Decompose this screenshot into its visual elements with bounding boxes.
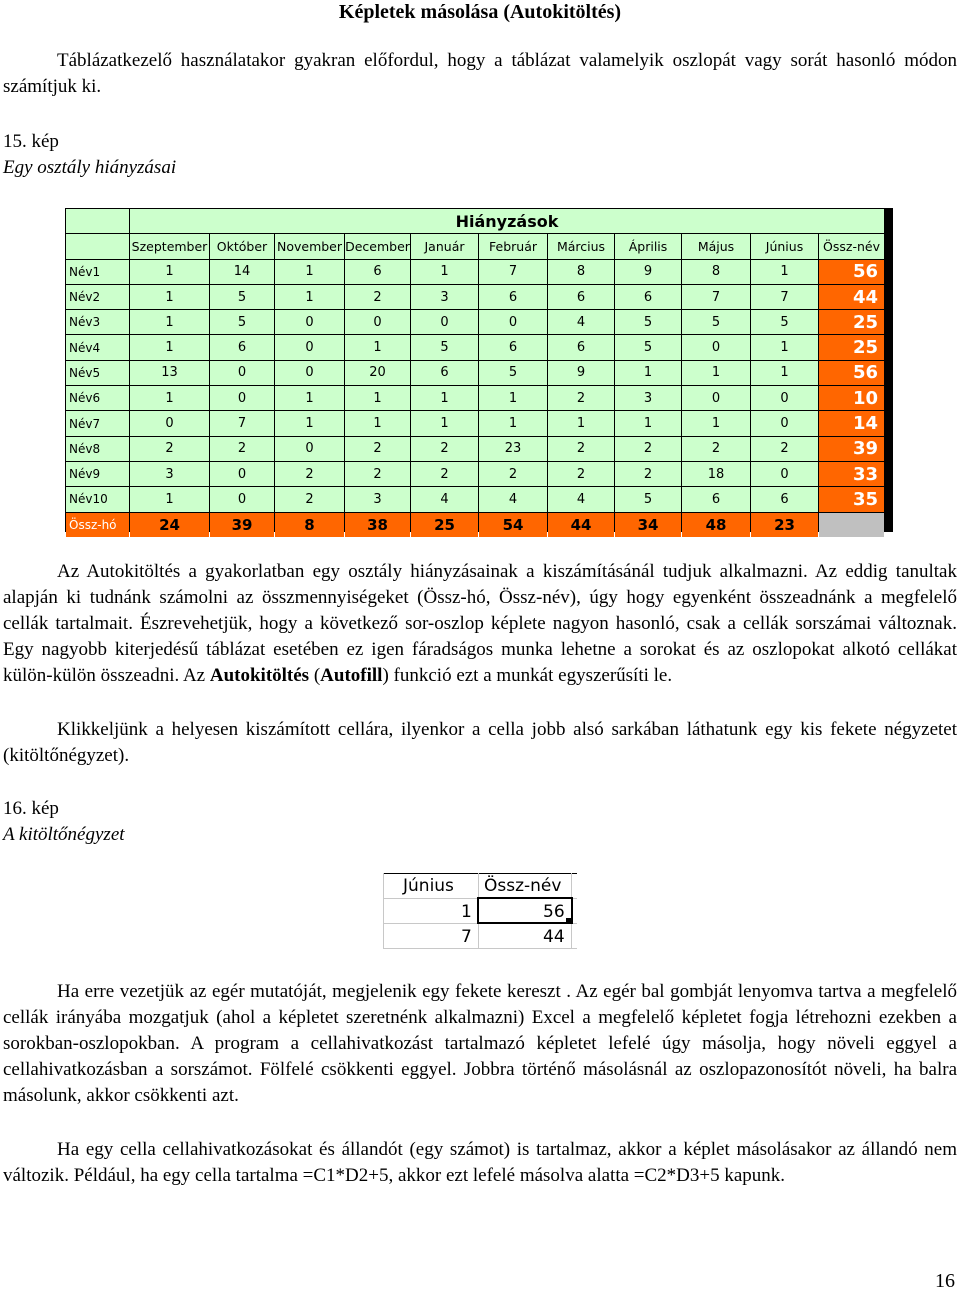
value-cell: 0 xyxy=(345,310,410,334)
value-cell: 4 xyxy=(548,310,614,334)
value-cell: 5 xyxy=(210,310,274,334)
value-cell: 1 xyxy=(751,260,818,284)
table-row xyxy=(66,285,884,309)
row-total-cell: 10 xyxy=(819,386,884,410)
column-header: Október xyxy=(210,234,274,258)
value-cell: 20 xyxy=(345,361,410,385)
value-cell: 1 xyxy=(411,260,478,284)
value-cell: 1 xyxy=(751,361,818,385)
value-cell: 9 xyxy=(615,260,681,284)
value-cell: 1 xyxy=(130,260,209,284)
page-number: 16 xyxy=(935,1270,955,1292)
value-cell: 3 xyxy=(411,285,478,309)
value-cell: 2 xyxy=(548,437,614,461)
absences-table xyxy=(65,208,885,538)
value-cell: 6 xyxy=(210,335,274,359)
fill-handle-icon[interactable] xyxy=(566,918,572,924)
table-row xyxy=(66,310,884,334)
value-cell: 1 xyxy=(130,310,209,334)
value-cell: 1 xyxy=(548,411,614,435)
month-total-cell: 54 xyxy=(479,513,547,537)
value-cell: 6 xyxy=(682,487,750,511)
value-cell: 1 xyxy=(615,361,681,385)
value-cell: 2 xyxy=(210,437,274,461)
value-cell: 1 xyxy=(615,411,681,435)
month-total-cell: 48 xyxy=(682,513,750,537)
value-cell: 0 xyxy=(210,361,274,385)
table-row xyxy=(66,462,884,486)
value-cell: 6 xyxy=(479,335,547,359)
june-cell-2: 7 xyxy=(461,927,472,947)
value-cell: 6 xyxy=(411,361,478,385)
value-cell: 2 xyxy=(345,462,410,486)
value-cell: 4 xyxy=(479,487,547,511)
value-cell: 2 xyxy=(615,462,681,486)
row-total-cell: 14 xyxy=(819,411,884,435)
value-cell: 5 xyxy=(751,310,818,334)
value-cell: 18 xyxy=(682,462,750,486)
value-cell: 2 xyxy=(682,437,750,461)
value-cell: 2 xyxy=(345,437,410,461)
value-cell: 1 xyxy=(130,386,209,410)
month-total-cell: 25 xyxy=(411,513,478,537)
value-cell: 5 xyxy=(411,335,478,359)
value-cell: 3 xyxy=(345,487,410,511)
value-cell: 1 xyxy=(275,411,344,435)
value-cell: 1 xyxy=(130,487,209,511)
value-cell: 0 xyxy=(275,335,344,359)
value-cell: 1 xyxy=(345,335,410,359)
column-header: Március xyxy=(548,234,614,258)
row-total-cell: 25 xyxy=(819,310,884,334)
value-cell: 5 xyxy=(682,310,750,334)
intro-paragraph: Táblázatkezelő használatakor gyakran előfordul, hogy a táblázat valamelyik oszlopát vagy sorát hasonló módon számítjuk ki. xyxy=(3,50,957,97)
month-total-cell: 38 xyxy=(345,513,410,537)
value-cell: 1 xyxy=(411,411,478,435)
june-header: Június xyxy=(403,876,454,896)
value-cell: 1 xyxy=(751,335,818,359)
row-name: Név4 xyxy=(66,335,129,359)
value-cell: 6 xyxy=(479,285,547,309)
column-header: Május xyxy=(682,234,750,258)
table-row xyxy=(66,260,884,284)
value-cell: 0 xyxy=(751,462,818,486)
value-cell: 1 xyxy=(682,361,750,385)
value-cell: 7 xyxy=(210,411,274,435)
row-name: Név7 xyxy=(66,411,129,435)
body-paragraph-constant: Ha egy cella cellahivatkozásokat és állandót (egy számot) is tartalmaz, akkor a képlet másolásakor az állandó nem változik. Például, ha egy cella tartalma =C1*D2+5, akkor ezt lefelé másolva alatta =C2*D3+5 kapunk. xyxy=(3,1139,957,1186)
value-cell: 1 xyxy=(130,335,209,359)
body-paragraph-autokitoltes xyxy=(3,559,957,689)
row-name: Név3 xyxy=(66,310,129,334)
sheet-title: Hiányzások xyxy=(130,209,884,233)
column-header: December xyxy=(345,234,410,258)
value-cell: 7 xyxy=(479,260,547,284)
total-row xyxy=(66,513,884,537)
paragraph2-paren: ( xyxy=(309,665,321,686)
value-cell: 4 xyxy=(548,487,614,511)
paragraph2-text: Az Autokitöltés a gyakorlatban egy osztály hiányzásainak a kiszámításánál tudjuk alkalmazni. Az eddig tanultak alapján ki tudnánk számolni az összmennyiségeket (Össz-hó, Össz-név), úgy hogy egyenként összeadnánk a megfelelő cellák tartalmait. Észrevehetjük, hogy a következő sor-oszlop képlete nagyon hasonló, csak a cellák sorszámai változnak. Egy nagyobb kiterjedésű táblázat esetében ez igen fáradságos munka lehetne a sorokat és az oszlopokat alkotó cellákat külön-külön összeadni. Az xyxy=(3,561,957,686)
figure2-number: 16. kép xyxy=(3,798,59,819)
row-total-cell: 56 xyxy=(819,361,884,385)
value-cell: 1 xyxy=(345,386,410,410)
value-cell: 2 xyxy=(548,386,614,410)
total-row-name: Össz-hó xyxy=(66,513,129,537)
value-cell: 1 xyxy=(479,386,547,410)
value-cell: 13 xyxy=(130,361,209,385)
value-cell: 5 xyxy=(615,335,681,359)
column-header: Június xyxy=(751,234,818,258)
value-cell: 3 xyxy=(130,462,209,486)
value-cell: 2 xyxy=(615,437,681,461)
value-cell: 9 xyxy=(548,361,614,385)
value-cell: 2 xyxy=(411,437,478,461)
value-cell: 1 xyxy=(275,285,344,309)
value-cell: 0 xyxy=(275,361,344,385)
value-cell: 6 xyxy=(751,487,818,511)
row-name: Név6 xyxy=(66,386,129,410)
column-header: Február xyxy=(479,234,547,258)
value-cell: 0 xyxy=(210,386,274,410)
table-row xyxy=(66,386,884,410)
month-total-cell: 23 xyxy=(751,513,818,537)
table-row xyxy=(66,487,884,511)
row-name: Név8 xyxy=(66,437,129,461)
value-cell: 0 xyxy=(275,310,344,334)
value-cell: 2 xyxy=(275,487,344,511)
value-cell: 2 xyxy=(548,462,614,486)
row-total-cell: 39 xyxy=(819,437,884,461)
value-cell: 8 xyxy=(682,260,750,284)
column-header: Április xyxy=(615,234,681,258)
page-title: Képletek másolása (Autokitöltés) xyxy=(338,1,622,23)
ossz-nev-header: Össz-név xyxy=(484,876,562,896)
value-cell: 5 xyxy=(479,361,547,385)
row-total-cell: 25 xyxy=(819,335,884,359)
value-cell: 14 xyxy=(210,260,274,284)
value-cell: 1 xyxy=(130,285,209,309)
row-name: Név10 xyxy=(66,487,129,511)
ossz-nev-cell-1: 56 xyxy=(543,902,565,922)
value-cell: 0 xyxy=(130,411,209,435)
paragraph2-end: ) funkció ezt a munkát egyszerűsíti le. xyxy=(382,665,673,686)
figure1-caption: Egy osztály hiányzásai xyxy=(3,157,177,178)
table-row xyxy=(66,335,884,359)
value-cell: 2 xyxy=(479,462,547,486)
row-name: Név2 xyxy=(66,285,129,309)
grand-total-empty-cell xyxy=(819,513,884,537)
value-cell: 2 xyxy=(751,437,818,461)
table-row xyxy=(66,411,884,435)
table-row xyxy=(66,361,884,385)
value-cell: 2 xyxy=(411,462,478,486)
value-cell: 1 xyxy=(411,386,478,410)
value-cell: 1 xyxy=(479,411,547,435)
value-cell: 3 xyxy=(615,386,681,410)
fill-handle-figure xyxy=(383,873,577,949)
body-paragraph-cursor: Ha erre vezetjük az egér mutatóját, megjelenik egy fekete kereszt . Az egér bal gombját lenyomva tartva a megfelelő cellák irányába mozgatjuk (ahol a képletet szeretnénk alkalmazni) Excel a megfelelő képletet fogja létrehozni ezekben a sorokban-oszlopokban. A program a cellahivatkozást tartalmazó képletet lefelé úgy másolja, hogy növeli eggyel a cellahivatkozásban a sorszámot. Fölfelé csökkenti eggyel. Jobbra történő másolásnál az oszlopazonosítót növeli, ha balra másolunk, akkor csökkenti azt. xyxy=(3,981,957,1106)
value-cell: 8 xyxy=(548,260,614,284)
value-cell: 1 xyxy=(345,411,410,435)
header-empty-cell xyxy=(66,234,129,258)
value-cell: 5 xyxy=(615,487,681,511)
value-cell: 23 xyxy=(479,437,547,461)
selected-cell-border[interactable] xyxy=(477,897,573,924)
value-cell: 6 xyxy=(345,260,410,284)
column-header: Január xyxy=(411,234,478,258)
value-cell: 0 xyxy=(275,437,344,461)
value-cell: 0 xyxy=(210,487,274,511)
sheet-corner-cell xyxy=(66,209,129,233)
figure1-number: 15. kép xyxy=(3,131,59,152)
value-cell: 0 xyxy=(751,411,818,435)
body-paragraph-click: Klikkeljünk a helyesen kiszámított cellára, ilyenkor a cella jobb alsó sarkában láthatunk egy kis fekete négyzetet (kitöltőnégyzet). xyxy=(3,719,957,766)
value-cell: 4 xyxy=(411,487,478,511)
column-header: Szeptember xyxy=(130,234,209,258)
row-name: Név9 xyxy=(66,462,129,486)
value-cell: 7 xyxy=(751,285,818,309)
absences-spreadsheet xyxy=(65,208,893,532)
value-cell: 2 xyxy=(130,437,209,461)
value-cell: 2 xyxy=(275,462,344,486)
row-total-cell: 56 xyxy=(819,260,884,284)
month-total-cell: 34 xyxy=(615,513,681,537)
value-cell: 0 xyxy=(682,335,750,359)
value-cell: 2 xyxy=(345,285,410,309)
header-row xyxy=(66,234,884,258)
value-cell: 6 xyxy=(548,335,614,359)
value-cell: 5 xyxy=(210,285,274,309)
value-cell: 0 xyxy=(479,310,547,334)
value-cell: 1 xyxy=(275,260,344,284)
month-total-cell: 8 xyxy=(275,513,344,537)
value-cell: 1 xyxy=(275,386,344,410)
value-cell: 6 xyxy=(615,285,681,309)
table-row xyxy=(66,437,884,461)
value-cell: 1 xyxy=(682,411,750,435)
value-cell: 6 xyxy=(548,285,614,309)
value-cell: 5 xyxy=(615,310,681,334)
autofill-term: Autofill xyxy=(320,665,383,686)
ossz-nev-cell-2: 44 xyxy=(543,927,565,947)
row-name: Név5 xyxy=(66,361,129,385)
june-cell-1: 1 xyxy=(461,902,472,922)
value-cell: 0 xyxy=(210,462,274,486)
month-total-cell: 24 xyxy=(130,513,209,537)
row-total-cell: 35 xyxy=(819,487,884,511)
row-name: Név1 xyxy=(66,260,129,284)
row-total-cell: 33 xyxy=(819,462,884,486)
row-total-cell: 44 xyxy=(819,285,884,309)
column-header: Össz-név xyxy=(819,234,884,258)
value-cell: 7 xyxy=(682,285,750,309)
month-total-cell: 39 xyxy=(210,513,274,537)
autokitoltes-term: Autokitöltés xyxy=(209,665,310,686)
column-header: November xyxy=(275,234,344,258)
figure2-caption: A kitöltőnégyzet xyxy=(3,824,125,845)
value-cell: 0 xyxy=(751,386,818,410)
value-cell: 0 xyxy=(411,310,478,334)
value-cell: 0 xyxy=(682,386,750,410)
month-total-cell: 44 xyxy=(548,513,614,537)
